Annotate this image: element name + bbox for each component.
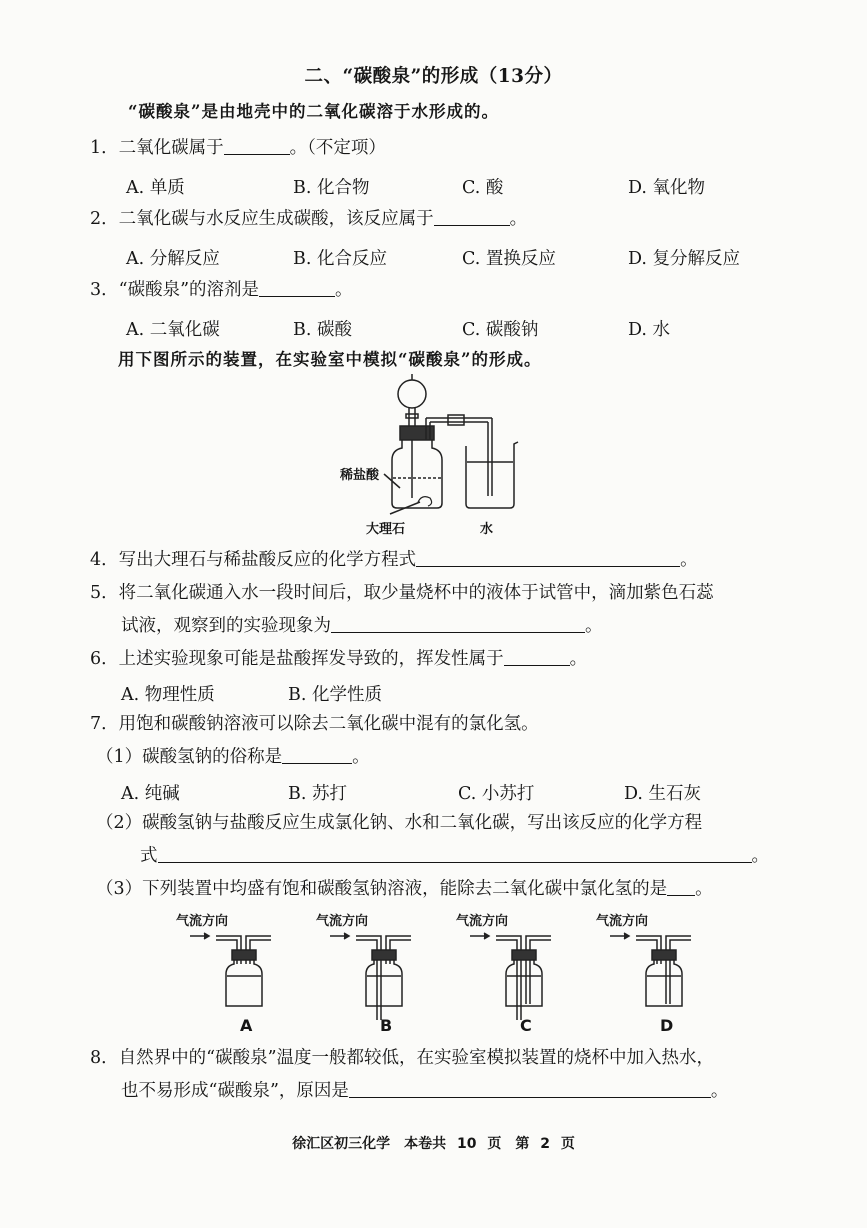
bottle-b-diagram bbox=[326, 924, 436, 1024]
bottle-caption[interactable]: B bbox=[380, 1016, 393, 1035]
option-a[interactable]: A. 分解反应 bbox=[126, 249, 220, 269]
answer-blank[interactable] bbox=[434, 209, 510, 226]
option-d[interactable]: D. 氧化物 bbox=[628, 178, 706, 198]
question-3-tail: 。 bbox=[335, 280, 353, 300]
answer-blank[interactable] bbox=[349, 1081, 711, 1098]
option-c[interactable]: C. 碳酸钠 bbox=[462, 320, 539, 340]
dilute-hcl-label: 稀盐酸 bbox=[340, 468, 380, 483]
bottle-caption[interactable]: A bbox=[240, 1016, 253, 1035]
question-3-stem: 3．“碳酸泉”的溶剂是 bbox=[90, 280, 260, 300]
question-2 bbox=[90, 209, 527, 230]
question-6 bbox=[90, 649, 587, 670]
section-title: 二、“碳酸泉”的形成（13分） bbox=[304, 66, 563, 87]
question-4-tail: 。 bbox=[680, 550, 698, 570]
question-6-tail: 。 bbox=[569, 649, 588, 669]
question-7-1: （1）碳酸氢钠的俗称是 。 bbox=[96, 747, 370, 767]
question-7-3: （3）下列装置中均盛有饱和碳酸氢钠溶液，能除去二氧化碳中氯化氢的是 。 bbox=[96, 879, 713, 899]
option-a[interactable]: A. 物理性质 bbox=[121, 685, 215, 705]
option-b[interactable]: B. 化学性质 bbox=[288, 685, 382, 705]
question-2-options bbox=[0, 245, 867, 269]
option-d[interactable]: D. 水 bbox=[628, 320, 671, 340]
answer-blank[interactable] bbox=[504, 649, 570, 666]
question-4 bbox=[90, 550, 698, 571]
option-a[interactable]: A. 二氧化碳 bbox=[126, 320, 220, 340]
question-7-stem: 7．用饱和碳酸钠溶液可以除去二氧化碳中混有的氯化氢。 bbox=[90, 714, 539, 734]
bottle-caption[interactable]: C bbox=[520, 1016, 532, 1035]
bottle-a-diagram bbox=[186, 924, 296, 1024]
bottle-c-diagram bbox=[466, 924, 576, 1024]
option-c[interactable]: C. 酸 bbox=[462, 178, 504, 198]
question-4-stem: 4．写出大理石与稀盐酸反应的化学方程式 bbox=[90, 550, 417, 570]
co2-generation-apparatus bbox=[330, 378, 550, 538]
option-b[interactable]: B. 苏打 bbox=[288, 784, 347, 804]
question-7-2-line-2: 式 。 bbox=[140, 846, 769, 866]
question-6-options bbox=[0, 681, 867, 705]
option-c[interactable]: C. 置换反应 bbox=[462, 249, 556, 269]
option-b[interactable]: B. 碳酸 bbox=[293, 320, 352, 340]
question-6-stem: 6．上述实验现象可能是盐酸挥发导致的，挥发性属于 bbox=[90, 649, 504, 669]
question-2-stem: 2．二氧化碳与水反应生成碳酸，该反应属于 bbox=[90, 209, 434, 229]
question-3-options bbox=[0, 316, 867, 340]
flow-direction-label: 气流方向 bbox=[176, 914, 229, 929]
answer-blank[interactable] bbox=[331, 616, 585, 633]
marble-label: 大理石 bbox=[366, 522, 406, 537]
answer-blank[interactable] bbox=[224, 138, 290, 155]
bottle-d-diagram bbox=[606, 924, 716, 1024]
water-label: 水 bbox=[480, 522, 494, 537]
option-d[interactable]: D. 生石灰 bbox=[624, 784, 702, 804]
option-a[interactable]: A. 纯碱 bbox=[121, 784, 180, 804]
flow-direction-label: 气流方向 bbox=[316, 914, 369, 929]
question-1-options bbox=[0, 174, 867, 198]
answer-blank[interactable] bbox=[416, 550, 680, 567]
option-b[interactable]: B. 化合反应 bbox=[293, 249, 387, 269]
option-d[interactable]: D. 复分解反应 bbox=[628, 249, 741, 269]
option-b[interactable]: B. 化合物 bbox=[293, 178, 370, 198]
question-8-line-1: 8．自然界中的“碳酸泉”温度一般都较低，在实验室模拟装置的烧杯中加入热水， bbox=[90, 1048, 715, 1068]
question-1-stem: 1．二氧化碳属于 bbox=[90, 138, 224, 158]
lab-intro-text: 用下图所示的装置，在实验室中模拟“碳酸泉”的形成。 bbox=[118, 350, 542, 369]
bottle-caption[interactable]: D bbox=[660, 1016, 674, 1035]
option-a[interactable]: A. 单质 bbox=[126, 178, 185, 198]
option-c[interactable]: C. 小苏打 bbox=[458, 784, 535, 804]
question-8-line-2: 也不易形成“碳酸泉”，原因是 。 bbox=[121, 1081, 729, 1101]
question-7-2-line-1: （2）碳酸氢钠与盐酸反应生成氯化钠、水和二氧化碳，写出该反应的化学方程 bbox=[96, 813, 703, 833]
question-1 bbox=[90, 138, 386, 159]
answer-blank[interactable] bbox=[158, 846, 752, 863]
answer-blank[interactable] bbox=[282, 747, 352, 764]
intro-text: “碳酸泉”是由地壳中的二氧化碳溶于水形成的。 bbox=[128, 102, 499, 121]
flow-direction-label: 气流方向 bbox=[456, 914, 509, 929]
question-1-tail: 。（不定项） bbox=[289, 138, 386, 158]
question-5-line-2: 试液，观察到的实验现象为 。 bbox=[121, 616, 603, 636]
question-3 bbox=[90, 280, 353, 301]
answer-blank[interactable] bbox=[259, 280, 335, 297]
answer-blank[interactable] bbox=[667, 879, 695, 896]
question-2-tail: 。 bbox=[509, 209, 528, 229]
question-5-line-1: 5．将二氧化碳通入水一段时间后，取少量烧杯中的液体于试管中，滴加紫色石蕊 bbox=[90, 583, 714, 603]
page-footer: 徐汇区初三化学 本卷共 10 页 第 2 页 bbox=[292, 1136, 575, 1152]
question-7-1-options bbox=[0, 780, 867, 804]
flow-direction-label: 气流方向 bbox=[596, 914, 649, 929]
